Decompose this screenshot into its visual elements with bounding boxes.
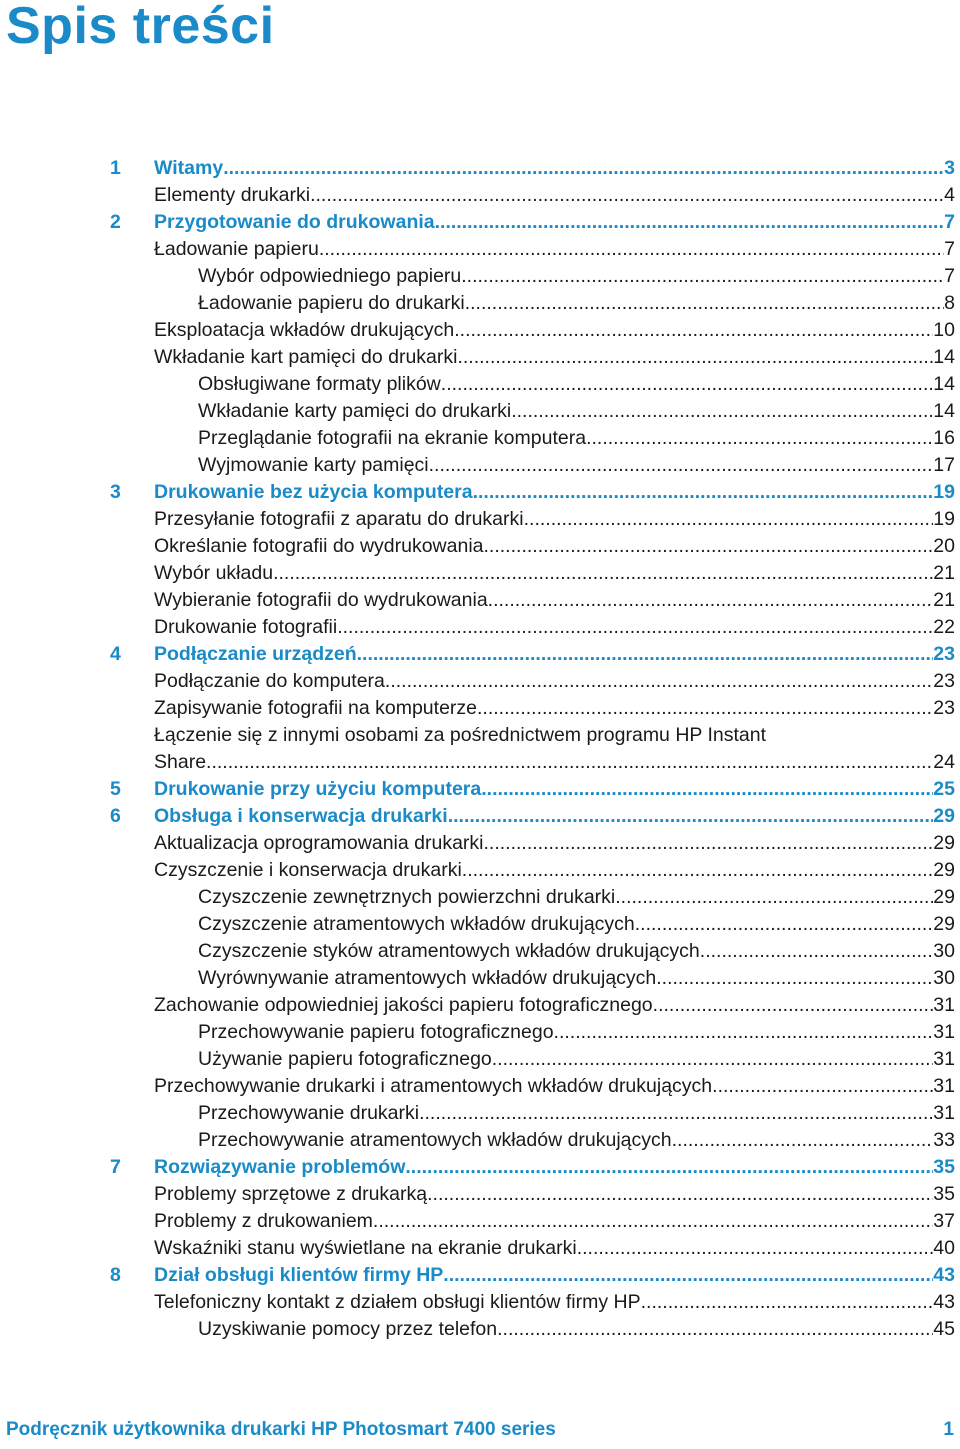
toc-line (198, 263, 955, 290)
toc-entry[interactable] (0, 911, 960, 938)
page-number: 1 (943, 1419, 954, 1440)
dot-leader (319, 236, 944, 263)
page-footer (6, 1415, 954, 1445)
toc-entry[interactable] (0, 614, 960, 641)
chapter-number: 8 (110, 1264, 121, 1286)
entry-page: 43 (933, 1291, 955, 1313)
toc-entry[interactable] (0, 965, 960, 992)
toc-line (154, 695, 955, 722)
entry-page: 19 (933, 481, 955, 503)
table-of-contents (0, 155, 960, 1343)
toc-line (154, 1289, 955, 1316)
entry-title: Drukowanie bez użycia komputera (154, 481, 473, 503)
footer-title: Podręcznik użytkownika drukarki HP Photosmart 7400 series (6, 1419, 556, 1440)
toc-line (154, 533, 955, 560)
dot-leader (273, 560, 933, 587)
dot-leader (615, 884, 933, 911)
toc-entry[interactable] (0, 1046, 960, 1073)
dot-leader (385, 668, 933, 695)
toc-entry[interactable] (0, 1100, 960, 1127)
entry-page: 7 (944, 211, 955, 233)
entry-title: Podłączanie urządzeń (154, 643, 357, 665)
dot-leader (443, 1262, 933, 1289)
dot-leader (462, 857, 934, 884)
toc-line (154, 803, 955, 830)
dot-leader (223, 155, 944, 182)
toc-line (198, 371, 955, 398)
toc-line (198, 884, 955, 911)
toc-line (154, 182, 955, 209)
dot-leader (461, 263, 944, 290)
page-title: Spis treści (6, 0, 275, 55)
toc-line (154, 668, 955, 695)
dot-leader (419, 1100, 933, 1127)
entry-page: 29 (933, 886, 955, 908)
entry-page: 21 (933, 562, 955, 584)
toc-entry[interactable] (0, 830, 960, 857)
entry-page: 31 (933, 994, 955, 1016)
toc-line (154, 587, 955, 614)
entry-title: Używanie papieru fotograficznego (198, 1048, 492, 1070)
entry-page: 16 (933, 427, 955, 449)
chapter-number: 5 (110, 778, 121, 800)
entry-page: 14 (933, 400, 955, 422)
entry-page: 29 (933, 913, 955, 935)
toc-entry[interactable] (0, 1127, 960, 1154)
entry-title: Witamy (154, 157, 224, 179)
entry-page: 30 (933, 940, 955, 962)
toc-entry[interactable] (0, 1208, 960, 1235)
toc-chapter[interactable] (0, 1154, 960, 1181)
entry-title: Wyjmowanie karty pamięci (198, 454, 429, 476)
entry-title: Telefoniczny kontakt z działem obsługi klientów firmy HP (154, 1291, 641, 1313)
dot-leader (700, 938, 934, 965)
toc-entry[interactable] (0, 1235, 960, 1262)
entry-title: Określanie fotografii do wydrukowania (154, 535, 484, 557)
toc-line (154, 641, 955, 668)
toc-line (154, 1235, 955, 1262)
entry-title: Obsługiwane formaty plików (198, 373, 441, 395)
toc-line (154, 506, 955, 533)
entry-page: 35 (933, 1183, 955, 1205)
toc-entry[interactable] (0, 884, 960, 911)
entry-page: 45 (933, 1318, 955, 1340)
entry-page: 35 (933, 1156, 955, 1178)
dot-leader (473, 479, 934, 506)
entry-page: 3 (944, 157, 955, 179)
toc-entry[interactable] (0, 533, 960, 560)
toc-line (154, 857, 955, 884)
toc-line (154, 209, 955, 236)
dot-leader (457, 344, 933, 371)
entry-title: Przechowywanie papieru fotograficznego (198, 1021, 554, 1043)
entry-title: Czyszczenie atramentowych wkładów drukujących (198, 913, 635, 935)
toc-entry[interactable] (0, 1316, 960, 1343)
toc-chapter[interactable] (0, 641, 960, 668)
entry-page: 31 (933, 1075, 955, 1097)
dot-leader (497, 1316, 933, 1343)
dot-leader (577, 1235, 934, 1262)
entry-title: Zapisywanie fotografii na komputerze (154, 697, 477, 719)
toc-line (154, 344, 955, 371)
dot-leader (488, 587, 934, 614)
entry-title: Problemy z drukowaniem (154, 1210, 373, 1232)
toc-line (154, 155, 955, 182)
toc-line (154, 1181, 955, 1208)
toc-entry[interactable] (0, 1073, 960, 1100)
entry-title: Przesyłanie fotografii z aparatu do drukarki (154, 508, 524, 530)
entry-title: Podłączanie do komputera (154, 670, 385, 692)
toc-entry[interactable] (0, 560, 960, 587)
dot-leader (641, 1289, 934, 1316)
entry-title: Przechowywanie atramentowych wkładów drukujących (198, 1129, 672, 1151)
toc-line (198, 425, 955, 452)
entry-title: Drukowanie przy użyciu komputera (154, 778, 482, 800)
toc-line (154, 830, 955, 857)
toc-line (198, 1316, 955, 1343)
entry-title: Rozwiązywanie problemów (154, 1156, 406, 1178)
toc-entry[interactable] (0, 695, 960, 722)
toc-line (154, 317, 955, 344)
dot-leader (373, 1208, 933, 1235)
toc-line (154, 236, 955, 263)
toc-line (198, 398, 955, 425)
toc-line (198, 1100, 955, 1127)
dot-leader (465, 290, 944, 317)
dot-leader (435, 209, 945, 236)
entry-page: 33 (933, 1129, 955, 1151)
entry-title: Ładowanie papieru (154, 238, 319, 260)
entry-page: 29 (933, 805, 955, 827)
toc-entry[interactable] (0, 182, 960, 209)
toc-line (154, 614, 955, 641)
entry-title: Przechowywanie drukarki i atramentowych wkładów drukujących (154, 1075, 713, 1097)
entry-page: 30 (933, 967, 955, 989)
toc-line (154, 1208, 955, 1235)
toc-entry[interactable] (0, 668, 960, 695)
chapter-number: 7 (110, 1156, 121, 1178)
toc-entry[interactable] (0, 722, 960, 749)
entry-page: 7 (944, 265, 955, 287)
entry-title: Ładowanie papieru do drukarki (198, 292, 465, 314)
toc-line (154, 1073, 955, 1100)
entry-title: Drukowanie fotografii (154, 616, 338, 638)
entry-title: Wybór układu (154, 562, 274, 584)
entry-page: 37 (933, 1210, 955, 1232)
toc-chapter[interactable] (0, 1262, 960, 1289)
entry-title: Wyrównywanie atramentowych wkładów drukujących (198, 967, 657, 989)
dot-leader (492, 1046, 934, 1073)
entry-page: 4 (944, 184, 955, 206)
toc-line (154, 1154, 955, 1181)
toc-line (154, 722, 955, 749)
dot-leader (310, 182, 944, 209)
toc-entry[interactable] (0, 236, 960, 263)
dot-leader (511, 398, 933, 425)
toc-entry[interactable] (0, 1289, 960, 1316)
entry-page: 23 (933, 643, 955, 665)
dot-leader (477, 695, 933, 722)
toc-chapter[interactable] (0, 803, 960, 830)
toc-line (154, 749, 955, 776)
entry-page: 14 (933, 346, 955, 368)
toc-entry[interactable] (0, 992, 960, 1019)
entry-title: Łączenie się z innymi osobami za pośrednictwem programu HP Instant (154, 724, 767, 746)
entry-page: 23 (933, 670, 955, 692)
toc-chapter[interactable] (0, 479, 960, 506)
entry-page: 25 (933, 778, 955, 800)
entry-title: Czyszczenie zewnętrznych powierzchni drukarki (198, 886, 616, 908)
entry-title: Wybór odpowiedniego papieru (198, 265, 462, 287)
chapter-number: 3 (110, 481, 121, 503)
toc-entry[interactable] (0, 749, 960, 776)
entry-page: 20 (933, 535, 955, 557)
entry-title: Uzyskiwanie pomocy przez telefon (198, 1318, 498, 1340)
entry-title: Dział obsługi klientów firmy HP (154, 1264, 444, 1286)
toc-line (154, 560, 955, 587)
toc-entry[interactable] (0, 344, 960, 371)
toc-chapter[interactable] (0, 155, 960, 182)
dot-leader (448, 803, 934, 830)
entry-page: 31 (933, 1102, 955, 1124)
entry-page: 7 (944, 238, 955, 260)
toc-entry[interactable] (0, 938, 960, 965)
toc-chapter[interactable] (0, 209, 960, 236)
dot-leader (429, 452, 934, 479)
entry-page: 22 (933, 616, 955, 638)
dot-leader (405, 1154, 933, 1181)
dot-leader (337, 614, 933, 641)
dot-leader (454, 317, 933, 344)
toc-line (198, 1127, 955, 1154)
toc-line (198, 1019, 955, 1046)
entry-title: Wkładanie kart pamięci do drukarki (154, 346, 458, 368)
entry-page: 23 (933, 697, 955, 719)
dot-leader (672, 1127, 934, 1154)
dot-leader (357, 641, 934, 668)
entry-page: 40 (933, 1237, 955, 1259)
entry-page: 14 (933, 373, 955, 395)
entry-title: Obsługa i konserwacja drukarki (154, 805, 448, 827)
toc-entry[interactable] (0, 1181, 960, 1208)
toc-entry[interactable] (0, 398, 960, 425)
toc-entry[interactable] (0, 371, 960, 398)
entry-page: 17 (933, 454, 955, 476)
entry-page: 24 (933, 751, 955, 773)
toc-entry[interactable] (0, 425, 960, 452)
entry-page: 21 (933, 589, 955, 611)
dot-leader (524, 506, 934, 533)
toc-line (154, 1262, 955, 1289)
chapter-number: 6 (110, 805, 121, 827)
dot-leader (586, 425, 933, 452)
entry-page: 29 (933, 832, 955, 854)
entry-title: Wkładanie karty pamięci do drukarki (198, 400, 512, 422)
entry-title: Eksploatacja wkładów drukujących (154, 319, 455, 341)
toc-line (154, 479, 955, 506)
entry-title: Przeglądanie fotografii na ekranie komputera (198, 427, 587, 449)
entry-page: 19 (933, 508, 955, 530)
entry-title: Problemy sprzętowe z drukarką (154, 1183, 428, 1205)
toc-entry[interactable] (0, 857, 960, 884)
entry-title: Elementy drukarki (154, 184, 311, 206)
entry-page: 29 (933, 859, 955, 881)
toc-line (198, 1046, 955, 1073)
dot-leader (441, 371, 934, 398)
entry-title: Przechowywanie drukarki (198, 1102, 420, 1124)
dot-leader (484, 533, 934, 560)
chapter-number: 2 (110, 211, 121, 233)
dot-leader (635, 911, 934, 938)
toc-line (198, 938, 955, 965)
toc-entry[interactable] (0, 452, 960, 479)
toc-line (198, 965, 955, 992)
entry-title: Czyszczenie styków atramentowych wkładów drukujących (198, 940, 700, 962)
entry-page: 31 (933, 1021, 955, 1043)
dot-leader (712, 1073, 933, 1100)
entry-page: 8 (944, 292, 955, 314)
dot-leader (206, 749, 933, 776)
chapter-number: 4 (110, 643, 121, 665)
entry-title: Przygotowanie do drukowania (154, 211, 435, 233)
entry-title: Share (154, 751, 207, 773)
entry-page: 31 (933, 1048, 955, 1070)
toc-line (198, 911, 955, 938)
toc-chapter[interactable] (0, 776, 960, 803)
toc-line (198, 452, 955, 479)
toc-entry[interactable] (0, 1019, 960, 1046)
entry-title: Czyszczenie i konserwacja drukarki (154, 859, 462, 881)
dot-leader (427, 1181, 933, 1208)
dot-leader (484, 830, 934, 857)
dot-leader (656, 965, 933, 992)
toc-line (154, 992, 955, 1019)
dot-leader (554, 1019, 934, 1046)
toc-entry[interactable] (0, 263, 960, 290)
entry-title: Wskaźniki stanu wyświetlane na ekranie drukarki (154, 1237, 577, 1259)
entry-title: Zachowanie odpowiedniej jakości papieru fotograficznego (154, 994, 653, 1016)
toc-line (154, 776, 955, 803)
toc-entry[interactable] (0, 290, 960, 317)
toc-entry[interactable] (0, 587, 960, 614)
entry-title: Aktualizacja oprogramowania drukarki (154, 832, 484, 854)
chapter-number: 1 (110, 157, 121, 179)
toc-line (198, 290, 955, 317)
toc-entry[interactable] (0, 317, 960, 344)
toc-entry[interactable] (0, 506, 960, 533)
dot-leader (653, 992, 934, 1019)
entry-page: 10 (933, 319, 955, 341)
entry-title: Wybieranie fotografii do wydrukowania (154, 589, 488, 611)
dot-leader (481, 776, 933, 803)
entry-page: 43 (933, 1264, 955, 1286)
